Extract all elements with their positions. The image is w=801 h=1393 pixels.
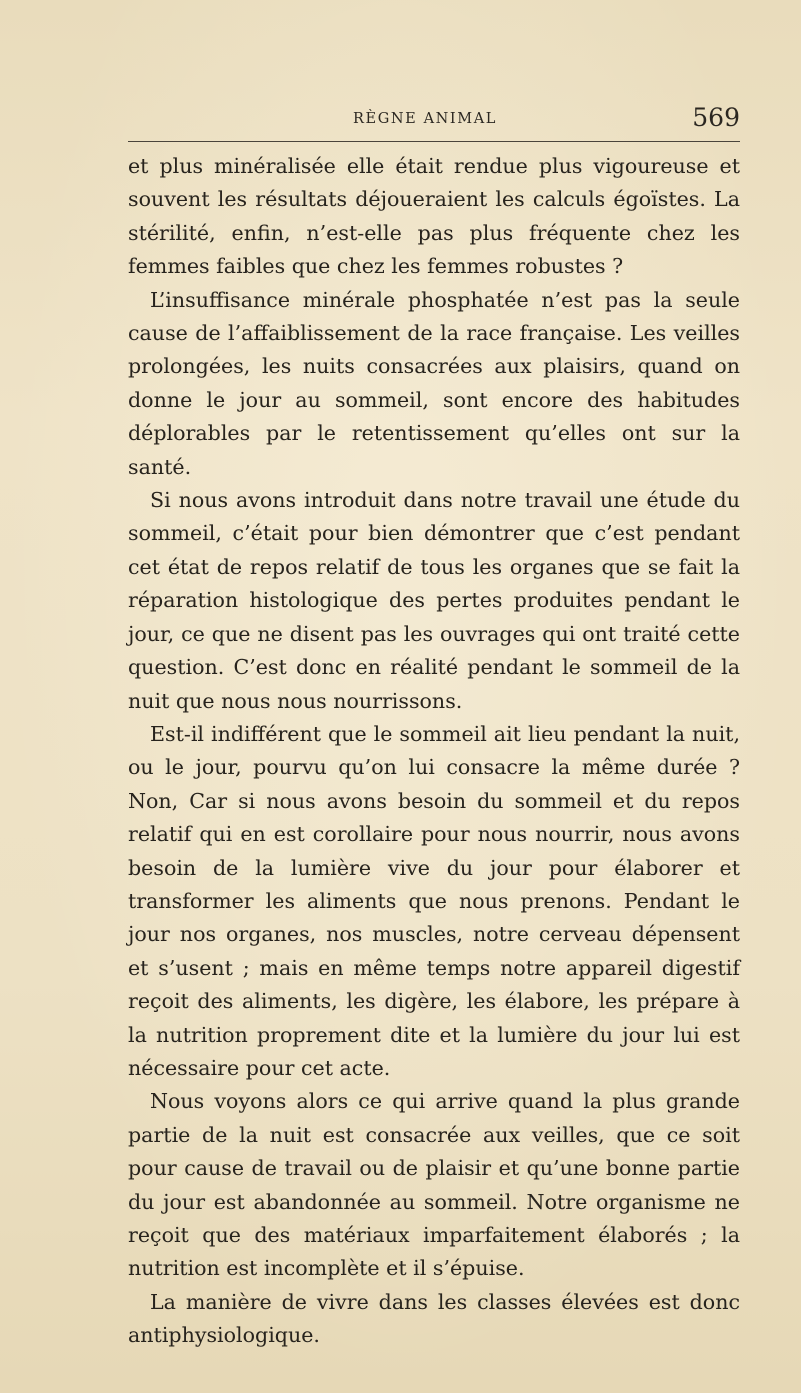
page-number: 569 — [692, 103, 740, 132]
running-title: RÈGNE ANIMAL — [353, 111, 498, 127]
paragraph: La manière de vivre dans les classes élevées est donc antiphysiologique. — [128, 1289, 740, 1348]
paragraph: Si nous avons introduit dans notre travail une étude du sommeil, c’était pour bien démontrer que c’est pendant cet état de repos relatif de tous les organes que se fait la réparation histologique des pertes produites pendant le jour, ce que ne disent pas les ouvrages qui ont traité cette question. C’est donc en réalité pendant le sommeil de la nuit que nous nous nourrissons. — [128, 488, 740, 713]
paragraph: Nous voyons alors ce qui arrive quand la plus grande partie de la nuit est consacrée aux veilles, que ce soit pour cause de travail ou de plaisir et qu’une bonne partie du jour est abandonnée au sommeil. Notre organisme ne reçoit que des matériaux imparfaitement élaborés ; la nutrition est incomplète et il s’épuise. — [128, 1089, 740, 1281]
running-head — [128, 103, 740, 139]
paragraph: Est-il indifférent que le sommeil ait lieu pendant la nuit, ou le jour, pourvu qu’on lui consacre la même durée ? Non, Car si nous avons besoin du sommeil et du repos relatif qui en est corollaire pour nous nourrir, nous avons besoin de la lumière vive du jour pour élaborer et transformer les aliments que nous prenons. Pendant le jour nos organes, nos muscles, notre cerveau dépensent et s’usent ; mais en même temps notre appareil digestif reçoit des aliments, les digère, les élabore, les prépare à la nutrition proprement dite et la lumière du jour lui est nécessaire pour cet acte. — [128, 721, 740, 1080]
body-text — [128, 150, 740, 1353]
paragraph: et plus minéralisée elle était rendue plus vigoureuse et souvent les résultats déjoueraient les calculs égoïstes. La stérilité, enfin, n’est-elle pas plus fréquente chez les femmes faibles que chez les femmes robustes ? — [128, 154, 740, 279]
header-rule — [128, 141, 740, 142]
paragraph: L’insuffisance minérale phosphatée n’est pas la seule cause de l’affaiblissement de la race française. Les veilles prolongées, les nuits consacrées aux plaisirs, quand on donne le jour au sommeil, sont encore des habitudes déplorables par le retentissement qu’elles ont sur la santé. — [128, 287, 740, 479]
